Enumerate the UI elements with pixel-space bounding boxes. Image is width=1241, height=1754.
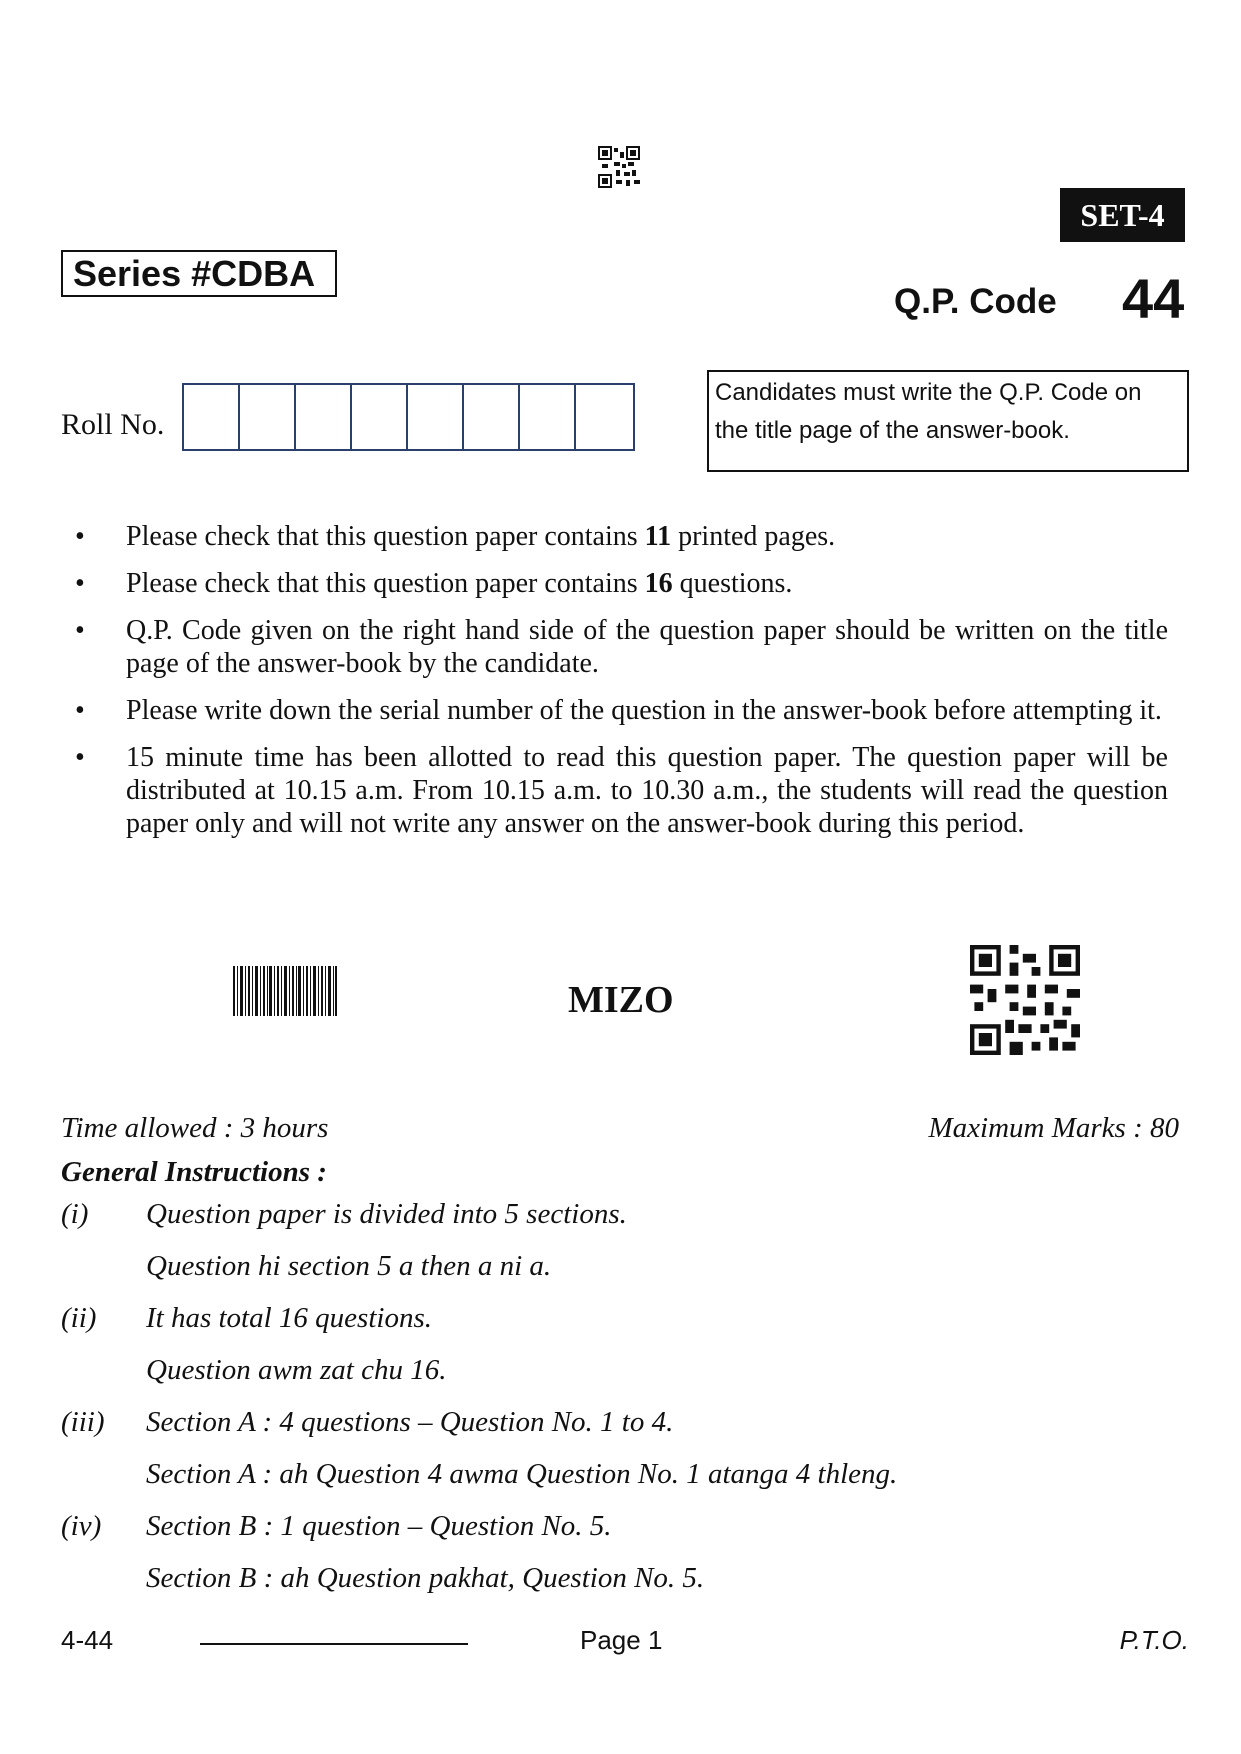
instruction-text-mizo: Section B : ah Question pakhat, Question No. 5. (146, 1562, 705, 1594)
subject-title: MIZO (568, 979, 674, 1021)
list-item: • Q.P. Code given on the right hand side of the question paper should be written on the title page of the answer-book by the candidate. (75, 614, 1168, 680)
check-instructions-list (75, 520, 1168, 854)
roll-number-cell[interactable] (352, 385, 408, 449)
instruction-text: Section A : 4 questions – Question No. 1 to 4. (146, 1406, 674, 1438)
series-box: Series #CDBA (61, 250, 337, 297)
list-item: • Please check that this question paper contains 16 questions. (75, 567, 1168, 600)
qp-code-note-box: Candidates must write the Q.P. Code on the title page of the answer-book. (707, 370, 1189, 472)
roll-number-cell[interactable] (464, 385, 520, 449)
roll-number-boxes[interactable] (182, 383, 635, 451)
list-item: • Please check that this question paper contains 11 printed pages. (75, 520, 1168, 553)
set-badge: SET-4 (1060, 188, 1185, 242)
instruction-text-mizo: Question awm zat chu 16. (146, 1354, 447, 1386)
list-item: • Please write down the serial number of the question in the answer-book before attempting it. (75, 694, 1168, 727)
barcode-icon (233, 966, 337, 1016)
general-instructions-title: General Instructions : (61, 1156, 327, 1188)
pto-label: P.T.O. (1119, 1625, 1189, 1655)
qp-code-label: Q.P. Code (894, 282, 1057, 321)
instruction-text-mizo: Section A : ah Question 4 awma Question No. 1 atanga 4 thleng. (146, 1458, 898, 1490)
maximum-marks: Maximum Marks : 80 (928, 1112, 1179, 1144)
qp-code-value: 44 (1122, 267, 1185, 330)
list-item: • 15 minute time has been allotted to read this question paper. The question paper will be distributed at 10.15 a.m. From 10.15 a.m. to 10.30 a.m., the students will read the question paper only and will not write any answer on the answer-book during this period. (75, 741, 1168, 840)
instruction-number: (iv) (61, 1510, 102, 1542)
instruction-text: Question paper is divided into 5 sections. (146, 1198, 627, 1230)
instruction-number: (ii) (61, 1302, 97, 1334)
instruction-text-mizo: Question hi section 5 a then a ni a. (146, 1250, 552, 1282)
instruction-number: (i) (61, 1198, 89, 1230)
footer-divider (200, 1643, 468, 1645)
qr-code-icon (970, 945, 1080, 1055)
roll-number-cell[interactable] (296, 385, 352, 449)
roll-number-cell[interactable] (520, 385, 576, 449)
qr-code-small-icon (598, 146, 640, 188)
roll-number-cell[interactable] (240, 385, 296, 449)
time-allowed: Time allowed : 3 hours (61, 1112, 329, 1144)
page-number: Page 1 (580, 1625, 663, 1655)
roll-number-cell[interactable] (184, 385, 240, 449)
roll-number-cell[interactable] (576, 385, 633, 449)
instruction-number: (iii) (61, 1406, 105, 1438)
instruction-text: Section B : 1 question – Question No. 5. (146, 1510, 612, 1542)
roll-number-label: Roll No. (61, 408, 165, 441)
footer-code: 4-44 (61, 1625, 114, 1655)
instruction-text: It has total 16 questions. (146, 1302, 432, 1334)
roll-number-cell[interactable] (408, 385, 464, 449)
